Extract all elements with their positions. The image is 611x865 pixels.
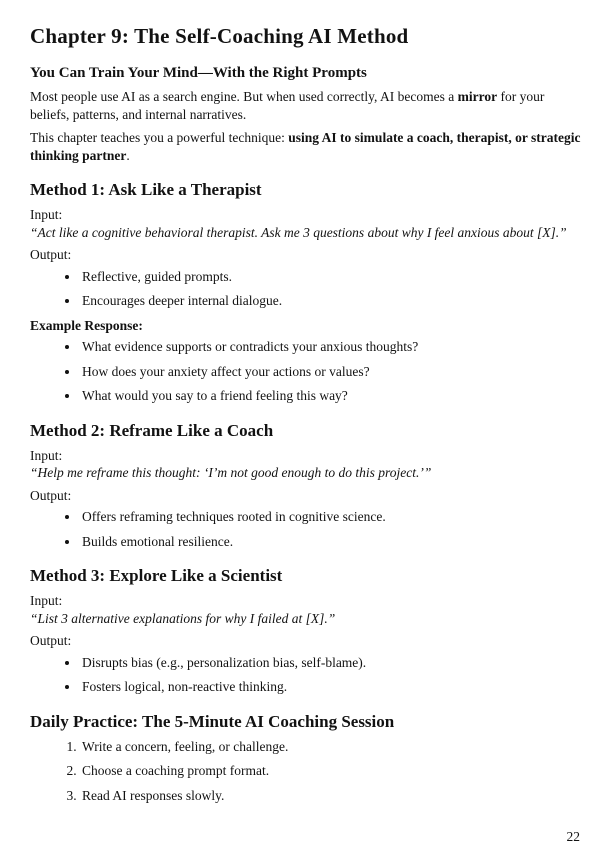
step-item: 2. Choose a coaching prompt format. bbox=[80, 762, 582, 780]
output-label: Output: bbox=[30, 633, 72, 648]
text-run-bold: mirror bbox=[457, 89, 498, 104]
text-run: for your beliefs, patterns, and internal narratives. bbox=[30, 89, 545, 122]
output-bullet-list bbox=[30, 654, 582, 696]
section-heading: Daily Practice: The 5-Minute AI Coaching Session bbox=[30, 711, 395, 731]
intro-paragraph-1 bbox=[30, 88, 582, 123]
text-run: Most people use AI as a search engine. But when used correctly, AI becomes a bbox=[30, 89, 458, 104]
bullet-item: • Disrupts bias (e.g., personalization bias, self-blame). bbox=[80, 654, 582, 672]
bullet-item: • Offers reframing techniques rooted in cognitive science. bbox=[80, 508, 582, 526]
section-daily-practice bbox=[30, 712, 582, 805]
intro-paragraph-2 bbox=[30, 129, 582, 164]
section-method-3 bbox=[30, 566, 582, 696]
input-label: Input: bbox=[30, 207, 63, 222]
bullet-item: • What would you say to a friend feeling this way? bbox=[80, 387, 582, 405]
output-label: Output: bbox=[30, 247, 72, 262]
input-block bbox=[30, 592, 582, 627]
page-number: 22 bbox=[566, 829, 580, 844]
output-label: Output: bbox=[30, 487, 72, 503]
section-method-1 bbox=[30, 180, 582, 405]
input-quote: “Help me reframe this thought: ‘I’m not good enough to do this project.’” bbox=[30, 465, 432, 480]
section-method-2 bbox=[30, 421, 582, 551]
input-block bbox=[30, 206, 582, 241]
bullet-item: • Fosters logical, non-reactive thinking. bbox=[80, 678, 582, 696]
output-bullet-list bbox=[30, 268, 582, 310]
intro-heading: You Can Train Your Mind—With the Right Prompts bbox=[30, 65, 367, 81]
input-quote: “Act like a cognitive behavioral therapist. Ask me 3 questions about why I feel anxious about [X].” bbox=[30, 224, 567, 240]
input-label: Input: bbox=[30, 593, 63, 608]
output-bullet-list bbox=[30, 508, 582, 550]
step-item: 3. Read AI responses slowly. bbox=[80, 787, 582, 805]
bullet-item: • Reflective, guided prompts. bbox=[80, 268, 582, 286]
text-run: This chapter teaches you a powerful technique: bbox=[30, 130, 289, 145]
bullet-item: • Builds emotional resilience. bbox=[80, 533, 582, 551]
text-run: . bbox=[126, 147, 130, 163]
bullet-item: • What evidence supports or contradicts your anxious thoughts? bbox=[80, 338, 582, 356]
input-label: Input: bbox=[30, 447, 63, 463]
input-block bbox=[30, 447, 582, 482]
text-run-bold: using AI to simulate a coach, therapist, or strategic thinking partner bbox=[30, 130, 581, 163]
chapter-title: Chapter 9: The Self-Coaching AI Method bbox=[30, 24, 409, 48]
bullet-item: • How does your anxiety affect your actions or values? bbox=[80, 363, 582, 381]
example-response-heading: Example Response: bbox=[30, 317, 143, 333]
section-heading: Method 3: Explore Like a Scientist bbox=[30, 566, 283, 585]
step-item: 1. Write a concern, feeling, or challenge. bbox=[80, 738, 582, 756]
daily-practice-steps bbox=[30, 738, 582, 805]
section-heading: Method 2: Reframe Like a Coach bbox=[30, 420, 274, 440]
input-quote: “List 3 alternative explanations for why I failed at [X].” bbox=[30, 610, 336, 626]
section-heading: Method 1: Ask Like a Therapist bbox=[30, 180, 262, 199]
bullet-item: • Encourages deeper internal dialogue. bbox=[80, 292, 582, 310]
example-bullet-list bbox=[30, 338, 582, 405]
